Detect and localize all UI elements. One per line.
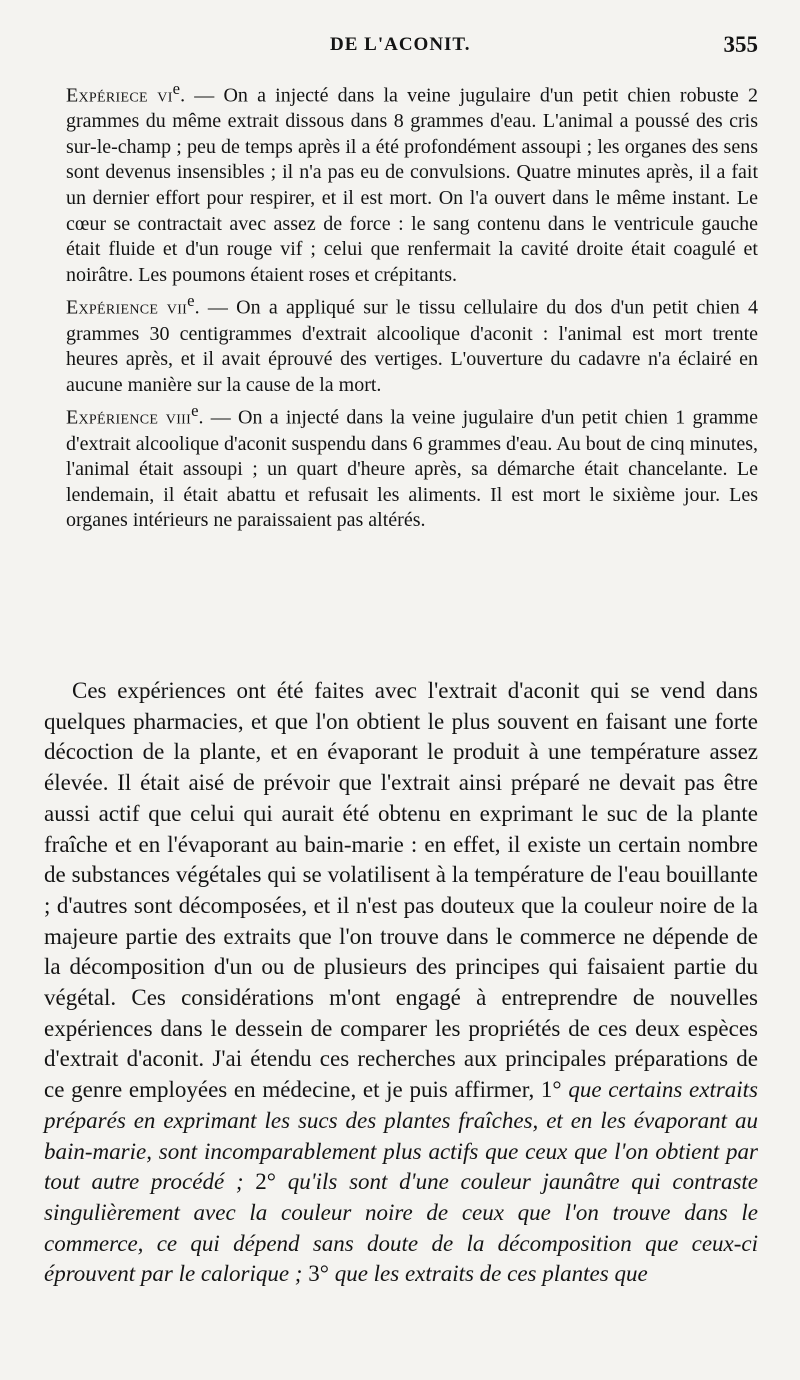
experiments-section (66, 76, 758, 534)
experiment-ordinal: e (191, 401, 199, 421)
main-text-roman: 2° (243, 1169, 276, 1195)
experiment-text: . — On a injecté dans la veine jugulaire d'un petit chien 1 gramme d'extrait alcoolique d'aconit suspendu dans 6 grammes d'eau. Au bout de cinq minutes, l'animal était assoupi ; un quart d'heure après, sa démarche était chancelante. Le lendemain, il était abattu et refusait les aliments. Il est mort le sixième jour. Les organes intérieurs ne paraissaient pas altérés. (66, 407, 758, 532)
experiment-text: . — On a appliqué sur le tissu cellulaire du dos d'un petit chien 4 grammes 30 centigrammes d'extrait alcoolique d'aconit : l'animal est mort trente heures après, et il avait éprouvé des vertiges. L'ouverture du cadavre n'a éclairé en aucune manière sur la cause de la mort. (66, 297, 758, 396)
experiment-text: . — On a injecté dans la veine jugulaire d'un petit chien robuste 2 grammes du même extrait dissous dans 8 grammes d'eau. L'animal a poussé des cris sur-le-champ ; peu de temps après il a été profondément assoupi ; les organes des sens sont devenus insensibles ; il n'a pas eu de convulsions. Quatre minutes après, il a fait un dernier effort pour respirer, et il est mort. On l'a ouvert dans le même instant. Le cœur se contractait avec assez de force : le sang contenu dans le ventricule gauche était fluide et d'un rouge vif ; celui que renfermait la cavité droite était coagulé et noirâtre. Les poumons étaient roses et crépitants. (66, 84, 758, 286)
experiment-ordinal: e (187, 291, 195, 311)
main-text-italic: que les extraits de ces plantes que (328, 1261, 648, 1287)
experiment-ordinal: e (172, 79, 181, 98)
page-header (66, 34, 758, 64)
experiment-paragraph (66, 288, 758, 398)
page-number: 355 (723, 32, 758, 57)
main-text-section (44, 676, 758, 1290)
experiment-label: Expériece vi (66, 84, 173, 107)
main-text-roman: Ces expériences ont été faites avec l'extrait d'aconit qui se vend dans quelques pharmacies, et que l'on obtient le plus souvent en faisant une forte décoction de la plante, et en évaporant le produit à une température assez élevée. Il était aisé de prévoir que l'extrait ainsi préparé ne devait pas être aussi actif que celui qui aurait été obtenu en exprimant le suc de la plante fraîche et en l'évaporant au bain-marie : en effet, il existe un certain nombre de substances végétales qui se volatilisent à la température de l'eau bouillante ; d'autres sont décomposées, et il n'est pas douteux que la couleur noire de la majeure partie des extraits que l'on trouve dans le commerce ne dépende de la décomposition d'un ou de plusieurs des principes qui faisaient partie du végétal. Ces considérations m'ont engagé à entreprendre de nouvelles expériences dans le dessein de comparer les propriétés de ces deux espèces d'extrait d'aconit. J'ai étendu ces recherches aux principales préparations de ce genre employées en médecine, et je puis affirmer, 1° (44, 678, 758, 1103)
running-head: DE L'ACONIT. (330, 34, 471, 55)
experiment-label: Expérience viii (66, 407, 192, 430)
experiment-paragraph (66, 76, 758, 288)
main-text-roman: 3° (302, 1261, 329, 1287)
experiment-label: Expérience vii (66, 297, 188, 320)
main-text-italic: qu'ils sont d'une couleur jaunâtre qui contraste singulièrement avec la couleur noire de ceux que l'on trouve dans le commerce, ce qui dépend sans doute de la décomposition que ceux-ci éprouvent par le calorique ; (44, 1169, 759, 1287)
main-text-italic: que certains extraits préparés en exprimant les sucs des plantes fraîches, et en les évaporant au bain-marie, sont incomparablement plus actifs que ceux que l'on obtient par tout autre procédé ; (44, 1077, 759, 1195)
experiment-paragraph (66, 398, 758, 534)
main-paragraph (44, 676, 758, 1290)
